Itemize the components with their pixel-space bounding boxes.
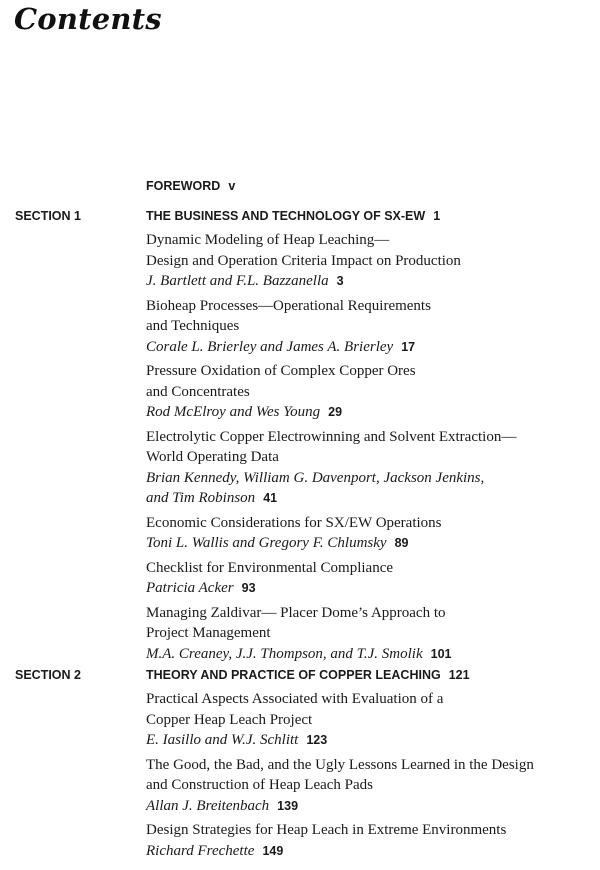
entry-authors-text: Richard Frechette — [146, 842, 255, 859]
entry-authors — [146, 488, 596, 509]
entry-authors — [146, 468, 596, 489]
toc-entry — [146, 427, 596, 509]
entry-title-line: Economic Considerations for SX/EW Operations — [146, 514, 442, 531]
entry-title-line: Managing Zaldivar— Placer Dome’s Approach to — [146, 604, 446, 621]
page-number: 41 — [263, 491, 278, 505]
page-number: 101 — [430, 646, 452, 661]
entry-authors — [146, 578, 596, 599]
entry-title-line: World Operating Data — [146, 449, 279, 465]
page-number: 29 — [328, 405, 343, 419]
page-number: 123 — [306, 733, 328, 747]
entry-title-line: Dynamic Modeling of Heap Leaching— — [146, 232, 390, 248]
toc-entry — [146, 603, 596, 665]
entry-title-line: Practical Aspects Associated with Evaluation of a — [146, 691, 444, 707]
section-title-text: THE BUSINESS AND TECHNOLOGY OF SX-EW — [146, 209, 426, 223]
entry-authors — [146, 271, 596, 292]
page-title: Contents — [14, 2, 162, 36]
entry-authors-text: E. Iasillo and W.J. Schlitt — [146, 732, 299, 748]
page-number: 139 — [277, 798, 299, 813]
page-number: 89 — [394, 536, 409, 550]
section-label: SECTION 2 — [15, 668, 81, 682]
entry-title-line: and Concentrates — [146, 383, 250, 400]
entry-title-line: Design and Operation Criteria Impact on Production — [146, 252, 461, 269]
page-number: v — [228, 179, 236, 193]
entry-authors-text: Patricia Acker — [146, 580, 234, 596]
entry-title-line: Pressure Oxidation of Complex Copper Ores — [146, 363, 416, 379]
toc-entry — [146, 513, 596, 554]
section-title — [146, 209, 440, 223]
entry-authors-text: Toni L. Wallis and Gregory F. Chlumsky — [146, 535, 387, 551]
section-title-text: THEORY AND PRACTICE OF COPPER LEACHING — [146, 668, 441, 682]
page-number: 1 — [433, 209, 441, 223]
entry-authors-text: Brian Kennedy, William G. Davenport, Jackson Jenkins, — [146, 469, 485, 486]
entry-list — [146, 230, 596, 668]
entry-authors — [146, 533, 596, 554]
toc-entry — [146, 820, 596, 861]
foreword-label: FOREWORD — [146, 179, 221, 193]
entry-authors — [146, 796, 596, 817]
entry-title-line: Project Management — [146, 625, 271, 641]
entry-authors-text: Allan J. Breitenbach — [146, 797, 270, 814]
entry-title-line: The Good, the Bad, and the Ugly Lessons Learned in the Design — [146, 756, 534, 773]
entry-authors-text: J. Bartlett and F.L. Bazzanella — [146, 273, 329, 289]
entry-authors — [146, 730, 596, 751]
entry-authors-text: and Tim Robinson — [146, 490, 256, 506]
page-number: 3 — [336, 274, 344, 288]
entry-title-line: Bioheap Processes—Operational Requirements — [146, 297, 431, 314]
entry-title-line: Checklist for Environmental Compliance — [146, 559, 394, 576]
section-title — [146, 668, 470, 682]
entry-authors-text: Rod McElroy and Wes Young — [146, 404, 321, 420]
toc-entry — [146, 361, 596, 423]
entry-title-line: Copper Heap Leach Project — [146, 711, 313, 728]
toc-entry — [146, 296, 596, 358]
entry-authors-text: M.A. Creaney, J.J. Thompson, and T.J. Smolik — [146, 645, 423, 662]
entry-authors — [146, 841, 596, 862]
entry-title-line: and Construction of Heap Leach Pads — [146, 777, 374, 793]
entry-authors-text: Corale L. Brierley and James A. Brierley — [146, 338, 394, 355]
entry-authors — [146, 337, 596, 358]
entry-title-line: Design Strategies for Heap Leach in Extreme Environments — [146, 822, 507, 838]
toc-entry — [146, 689, 596, 751]
toc-entry — [146, 558, 596, 599]
entry-list — [146, 689, 596, 865]
entry-authors — [146, 402, 596, 423]
entry-authors — [146, 644, 596, 665]
toc-entry — [146, 755, 596, 817]
entry-title-line: and Techniques — [146, 318, 240, 334]
section-label: SECTION 1 — [15, 209, 81, 223]
toc-entry — [146, 230, 596, 292]
foreword-entry — [146, 179, 235, 193]
page-number: 17 — [401, 339, 416, 354]
page-number: 121 — [448, 668, 470, 682]
page-number: 149 — [262, 843, 284, 858]
page-number: 93 — [241, 581, 256, 595]
entry-title-line: Electrolytic Copper Electrowinning and Solvent Extraction— — [146, 428, 517, 445]
